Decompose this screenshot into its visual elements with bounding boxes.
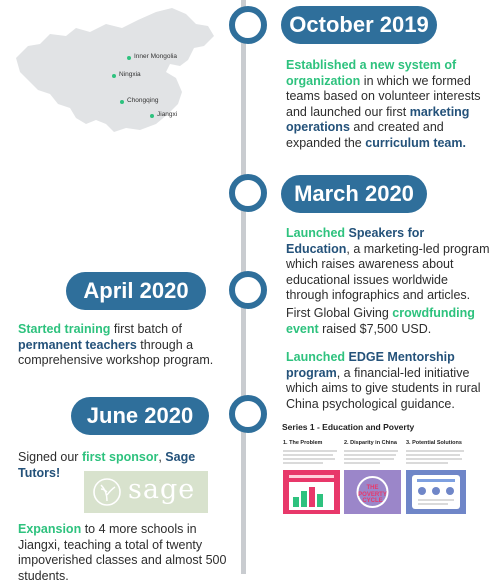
series-card-problem[interactable] [283,470,340,514]
map-dot-jiangxi [150,114,154,118]
china-map-shape [10,6,220,134]
highlight-text: permanent teachers [18,337,137,352]
oct-2019-text [286,58,486,151]
mar-2020-crowdfunding-text [286,306,486,337]
mar-2020-speakers-text [286,226,491,304]
body-text: through a comprehensive workshop program. [18,337,214,367]
highlight-text: Launched [286,350,349,364]
timeline-node-apr-2020 [229,271,267,309]
series-column-2-text [344,448,400,468]
map-label: Ningxia [119,71,141,78]
china-map [10,6,220,134]
date-pill-oct-2019: October 2019 [281,6,437,44]
highlight-text: crowdfunding event [286,306,475,336]
series-column-title: 2. Disparity in China [344,440,397,446]
mar-2020-edge-text [286,350,486,412]
body-text: , a marketing-led program which raises awareness about educational issues worldwide through infographics and articles. [286,241,490,302]
series-card-solutions[interactable] [406,470,466,514]
body-text: and created and expanded the [286,120,444,150]
date-pill-mar-2020: March 2020 [281,175,427,213]
sage-logo [84,471,208,513]
body-text: in which we formed teams based on volunteer interests and launched our first [286,73,481,119]
map-dot-inner-mongolia [127,56,131,60]
apr-2020-text [18,322,223,369]
highlight-text: first sponsor [81,450,159,464]
highlight-text: Speakers for Education [286,226,425,256]
sage-logo-text: sage [128,474,196,505]
body-text: , a financial-led initiative which aims to give students in rural China psychological guidance. [286,365,481,411]
timeline-node-mar-2020 [229,174,267,212]
highlight-text: marketing operations [286,104,470,134]
poverty-cycle-text: THE POVERTY CYCLE [358,485,387,504]
timeline-node-oct-2019 [229,6,267,44]
body-text: raised $7,500 USD. [318,321,432,336]
date-pill-jun-2020: June 2020 [71,397,209,435]
highlight-text: Established a new system of organization [286,58,457,88]
body-text: to 4 more schools in Jiangxi, teaching a total of twenty impoverished classes and almost 500 students. [18,522,227,583]
body-text: First Global Giving [286,306,393,320]
map-dot-chongqing [120,100,124,104]
map-dot-ningxia [112,74,116,78]
body-text: first batch of [110,322,182,336]
body-text: , [158,450,166,464]
highlight-text: Sage Tutors! [18,450,196,480]
highlight-text: Launched [286,226,349,240]
highlight-text: curriculum team. [365,135,466,150]
map-label: Chongqing [127,97,159,104]
highlight-text: Started training [18,322,111,336]
body-text: Signed our [18,450,82,464]
series-card-poverty-cycle[interactable] [344,470,401,514]
map-label: Inner Mongolia [134,53,177,60]
series-column-3-text [406,448,466,468]
series-column-1-text [283,448,339,468]
map-label: Jiangxi [157,111,178,118]
series-column-title: 3. Potential Solutions [406,440,462,446]
series-title: Series 1 - Education and Poverty [282,422,415,432]
highlight-text: Expansion [18,522,82,536]
highlight-text: EDGE Mentorship program [286,350,455,380]
sage-leaf-icon [92,477,122,507]
date-pill-apr-2020: April 2020 [66,272,206,310]
timeline-node-jun-2020 [229,395,267,433]
series-column-title: 1. The Problem [283,440,323,446]
jun-2020-expansion-text [18,522,233,584]
